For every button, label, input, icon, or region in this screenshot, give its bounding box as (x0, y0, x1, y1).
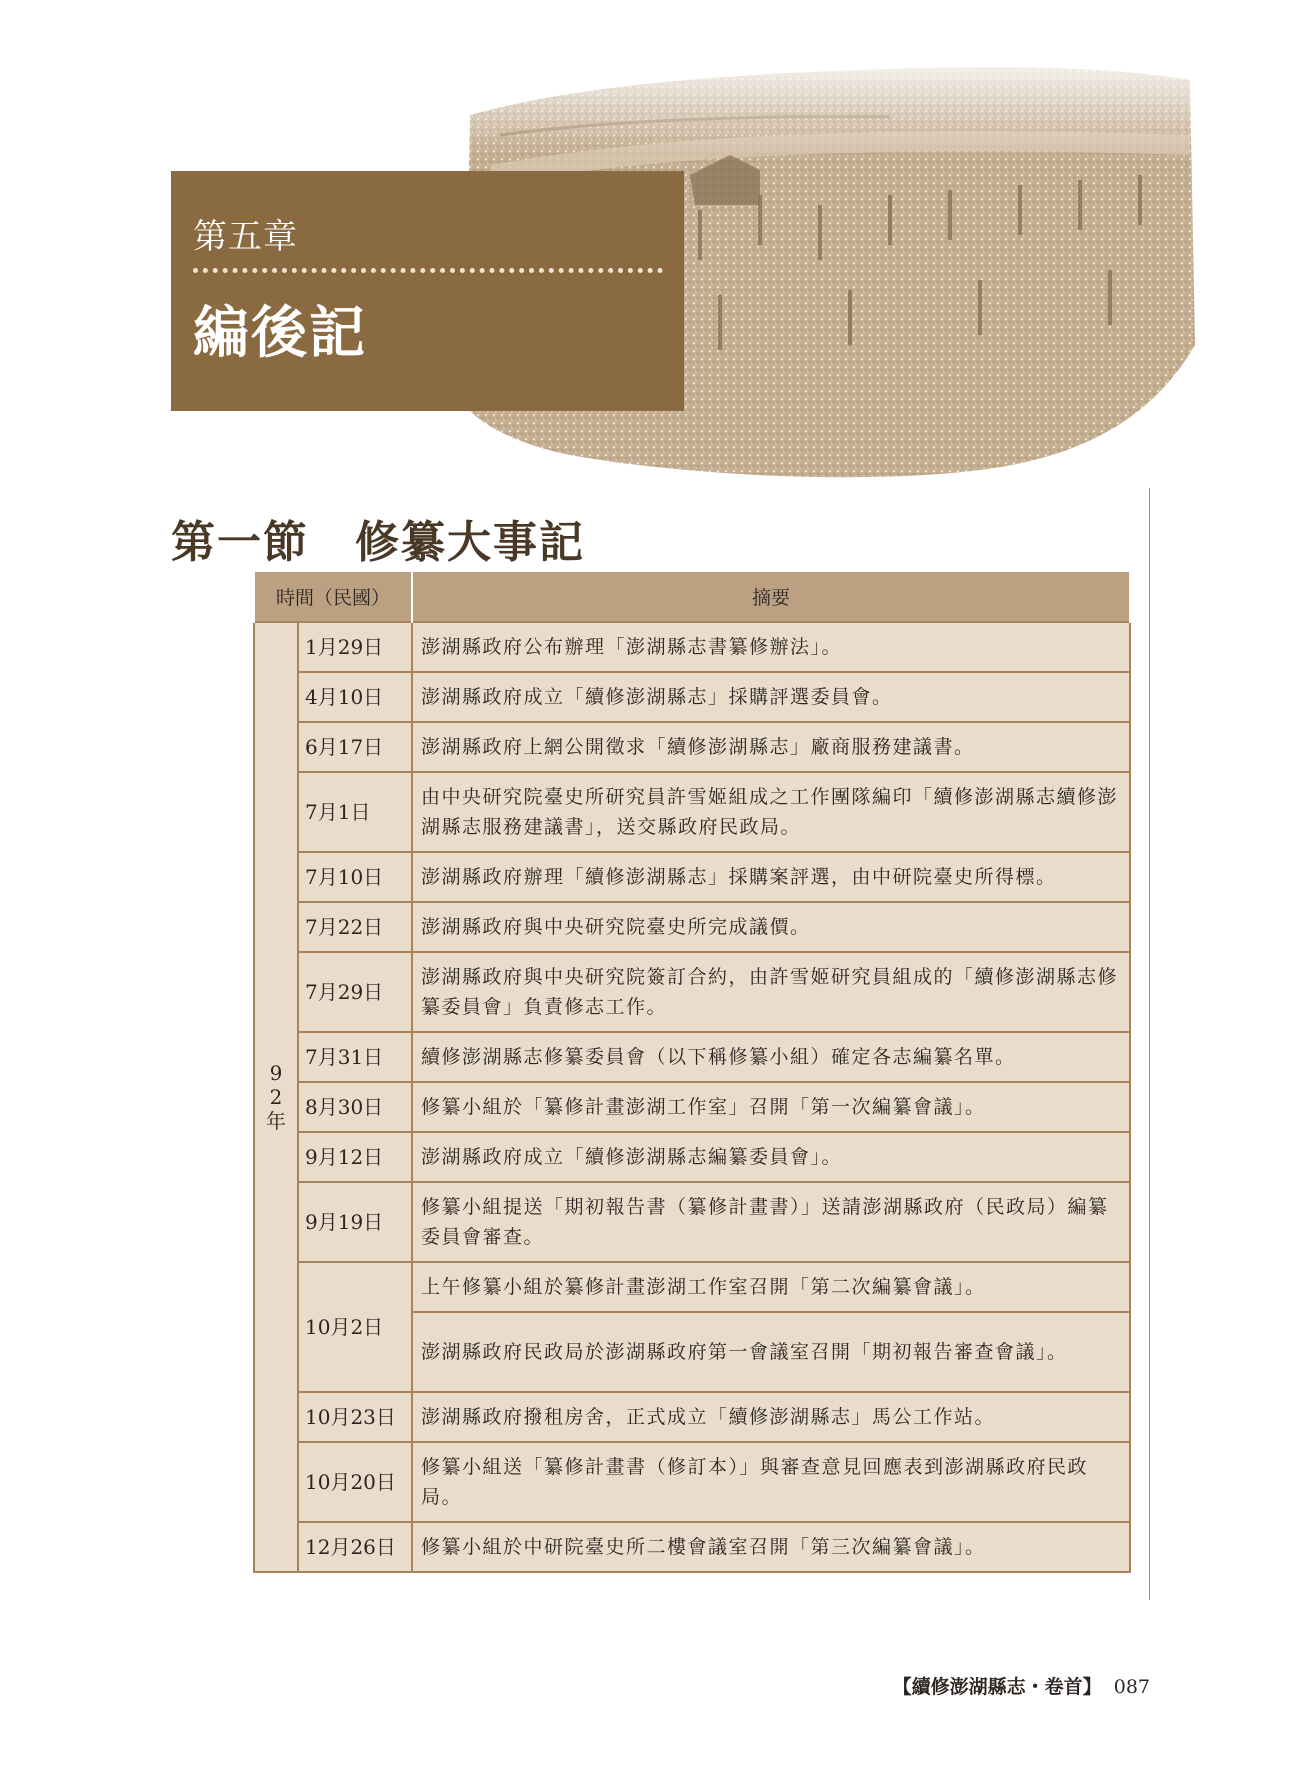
summary-cell: 續修澎湖縣志修纂委員會（以下稱修纂小組）確定各志編纂名單。 (412, 1032, 1130, 1082)
table-row (254, 952, 1130, 1032)
date-cell: 1月29日 (298, 622, 412, 672)
table-row (254, 1262, 1130, 1312)
chronology-table (253, 572, 1131, 1573)
chapter-title: 編後記 (193, 300, 367, 366)
table-row (254, 1032, 1130, 1082)
summary-cell: 澎湖縣政府公布辦理「澎湖縣志書纂修辦法」。 (412, 622, 1130, 672)
book-title: 【續修澎湖縣志・卷首】 (892, 1676, 1102, 1698)
table-row (254, 1132, 1130, 1182)
date-cell: 7月1日 (298, 772, 412, 852)
summary-cell: 修纂小組送「纂修計畫書（修訂本）」與審查意見回應表到澎湖縣政府民政局。 (412, 1442, 1130, 1522)
year-cell (254, 622, 298, 1572)
date-cell: 7月29日 (298, 952, 412, 1032)
chronology-table-wrap (253, 572, 1129, 1573)
summary-cell: 澎湖縣政府上網公開徵求「續修澎湖縣志」廠商服務建議書。 (412, 722, 1130, 772)
summary-cell: 澎湖縣政府與中央研究院簽訂合約，由許雪姬研究員組成的「續修澎湖縣志修纂委員會」負責修志工作。 (412, 952, 1130, 1032)
table-row (254, 722, 1130, 772)
table-row (254, 1442, 1130, 1522)
table-row (254, 902, 1130, 952)
table-row (254, 852, 1130, 902)
date-cell: 9月19日 (298, 1182, 412, 1262)
table-row (254, 672, 1130, 722)
summary-cell: 澎湖縣政府撥租房舍，正式成立「續修澎湖縣志」馬公工作站。 (412, 1392, 1130, 1442)
table-row (254, 622, 1130, 672)
summary-cell: 修纂小組提送「期初報告書（纂修計畫書）」送請澎湖縣政府（民政局）編纂委員會審查。 (412, 1182, 1130, 1262)
date-cell: 8月30日 (298, 1082, 412, 1132)
table-row (254, 1392, 1130, 1442)
date-cell: 9月12日 (298, 1132, 412, 1182)
date-cell: 12月26日 (298, 1522, 412, 1572)
table-row (254, 772, 1130, 852)
date-cell: 10月23日 (298, 1392, 412, 1442)
summary-cell: 澎湖縣政府成立「續修澎湖縣志」採購評選委員會。 (412, 672, 1130, 722)
table-row (254, 1182, 1130, 1262)
summary-cell: 修纂小組於「纂修計畫澎湖工作室」召開「第一次編纂會議」。 (412, 1082, 1130, 1132)
page-footer (880, 1672, 1150, 1699)
summary-cell: 修纂小組於中研院臺史所二樓會議室召開「第三次編纂會議」。 (412, 1522, 1130, 1572)
date-cell: 10月20日 (298, 1442, 412, 1522)
summary-cell: 澎湖縣政府民政局於澎湖縣政府第一會議室召開「期初報告審查會議」。 (412, 1312, 1130, 1392)
date-cell: 4月10日 (298, 672, 412, 722)
section-title: 第一節 修纂大事記 (171, 517, 585, 568)
date-cell: 10月2日 (298, 1262, 412, 1392)
summary-cell: 澎湖縣政府與中央研究院臺史所完成議價。 (412, 902, 1130, 952)
dotted-divider (193, 268, 663, 273)
table-header-row (254, 572, 1130, 622)
table-row (254, 1522, 1130, 1572)
date-cell: 7月31日 (298, 1032, 412, 1082)
header-summary: 摘要 (412, 572, 1130, 622)
page-number: 087 (1113, 1676, 1150, 1698)
date-cell: 7月22日 (298, 902, 412, 952)
summary-cell: 由中央研究院臺史所研究員許雪姬組成之工作團隊編印「續修澎湖縣志續修澎湖縣志服務建議書」，送交縣政府民政局。 (412, 772, 1130, 852)
date-cell: 6月17日 (298, 722, 412, 772)
summary-cell: 澎湖縣政府成立「續修澎湖縣志編纂委員會」。 (412, 1132, 1130, 1182)
year-label: 92年 (266, 1061, 286, 1133)
margin-rule (1149, 488, 1150, 1600)
table-row (254, 1082, 1130, 1132)
summary-cell: 澎湖縣政府辦理「續修澎湖縣志」採購案評選，由中研院臺史所得標。 (412, 852, 1130, 902)
summary-cell: 上午修纂小組於纂修計畫澎湖工作室召開「第二次編纂會議」。 (412, 1262, 1130, 1312)
header-time: 時間（民國） (254, 572, 412, 622)
chapter-header (171, 171, 684, 411)
date-cell: 7月10日 (298, 852, 412, 902)
chapter-label: 第五章 (193, 217, 298, 257)
